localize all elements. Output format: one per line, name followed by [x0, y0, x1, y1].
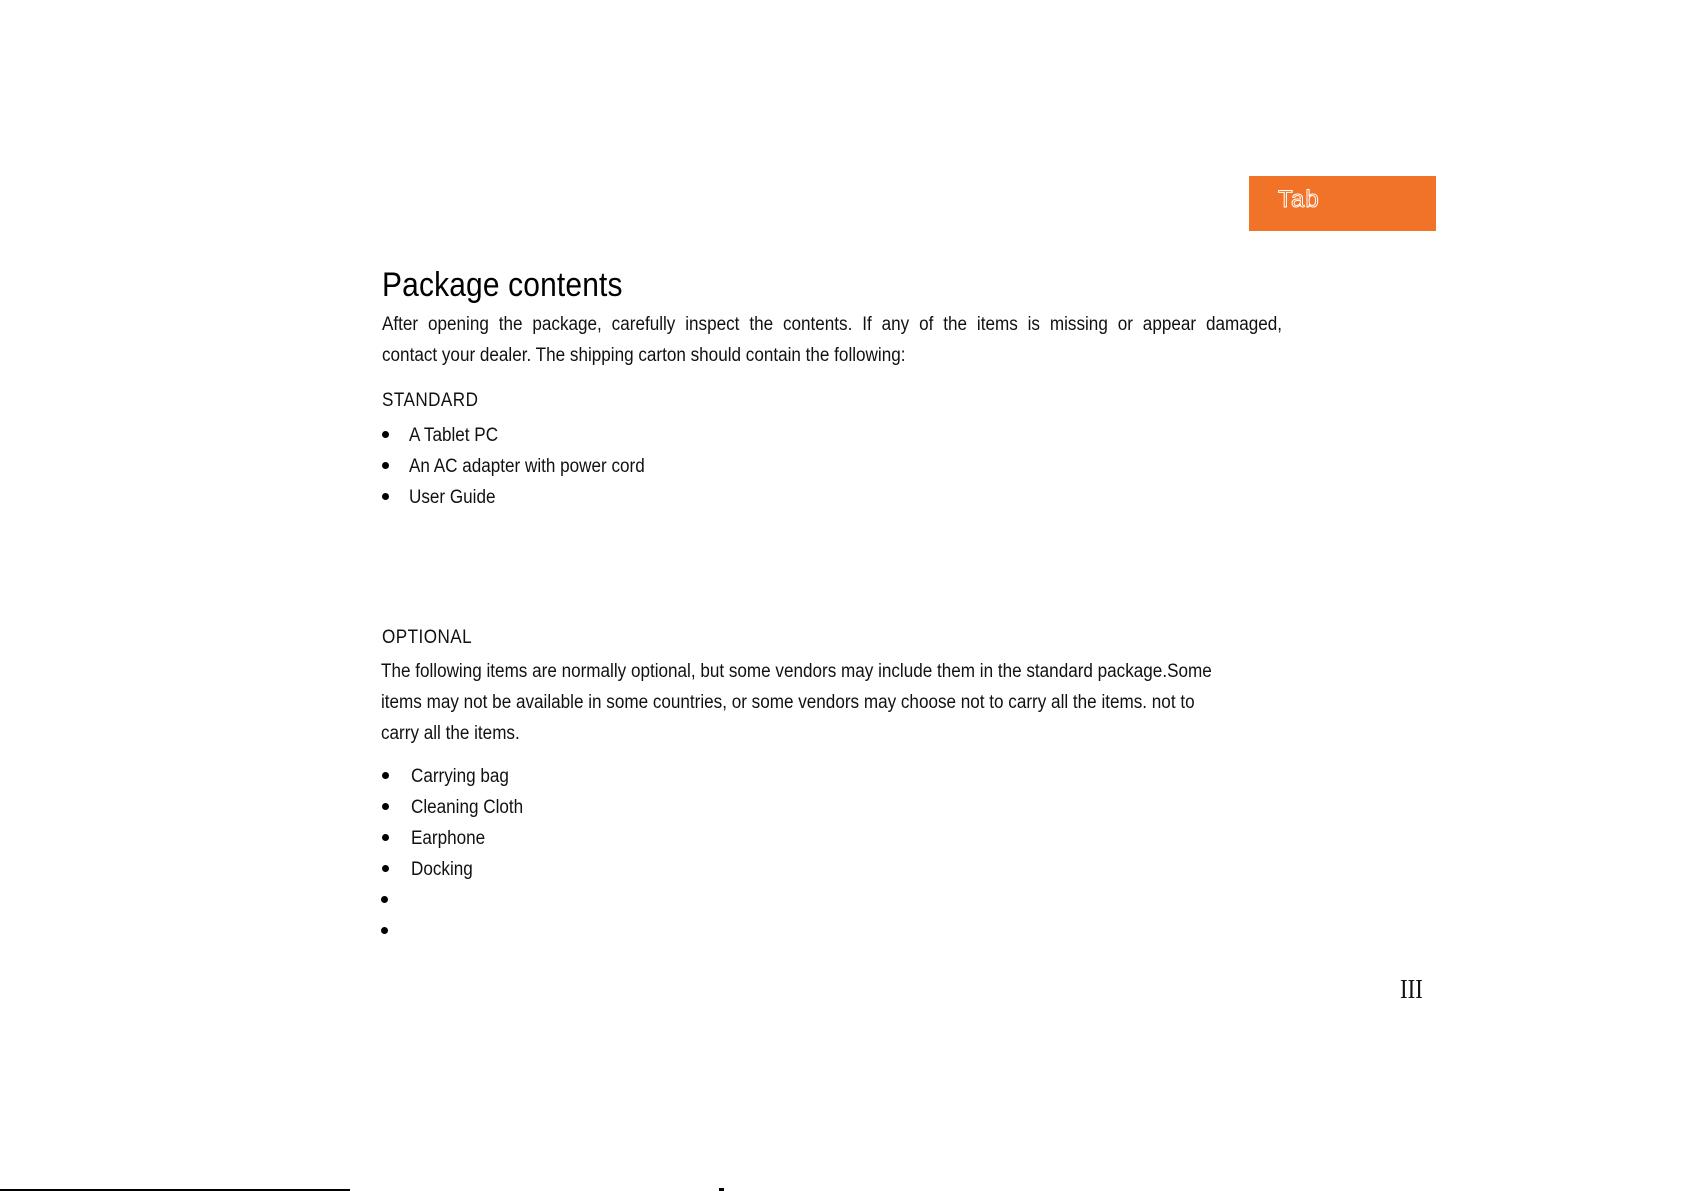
bullet-icon: [382, 431, 389, 438]
list-item-text: Carrying bag: [411, 766, 509, 787]
optional-intro-line-3: carry all the items.: [381, 723, 520, 744]
bullet-icon: [382, 772, 389, 779]
page-title: Package contents: [382, 266, 623, 304]
intro-line-1: After opening the package, carefully inspect the contents. If any of the items is missing or appear damaged,: [382, 314, 1282, 335]
standard-heading: STANDARD: [382, 390, 479, 411]
optional-intro-line-2: items may not be available in some countries, or some vendors may choose not to carry all the items. not to: [381, 692, 1195, 713]
list-item-text: User Guide: [409, 487, 496, 508]
bullet-icon: [382, 493, 389, 500]
bullet-icon: [382, 803, 389, 810]
bullet-icon: [381, 927, 388, 934]
intro-line-2: contact your dealer. The shipping carton should contain the following:: [382, 345, 906, 366]
list-item-text: Docking: [411, 859, 473, 880]
optional-intro-line-1: The following items are normally optional, but some vendors may include them in the standard package.Some: [381, 661, 1212, 682]
page-number: III: [1400, 974, 1423, 1004]
bullet-icon: [382, 462, 389, 469]
optional-heading: OPTIONAL: [382, 627, 473, 648]
bullet-icon: [382, 834, 389, 841]
bullet-icon: [382, 865, 389, 872]
list-item-text: An AC adapter with power cord: [409, 456, 645, 477]
bullet-icon: [381, 896, 388, 903]
list-item-text: A Tablet PC: [409, 425, 499, 446]
list-item-text: Cleaning Cloth: [411, 797, 524, 818]
section-tab-badge: [1249, 176, 1436, 231]
optional-intro-paragraph: [381, 656, 1281, 749]
list-item-text: Earphone: [411, 828, 486, 849]
intro-paragraph: [382, 309, 1282, 371]
section-tab-label: Tab: [1278, 186, 1320, 213]
